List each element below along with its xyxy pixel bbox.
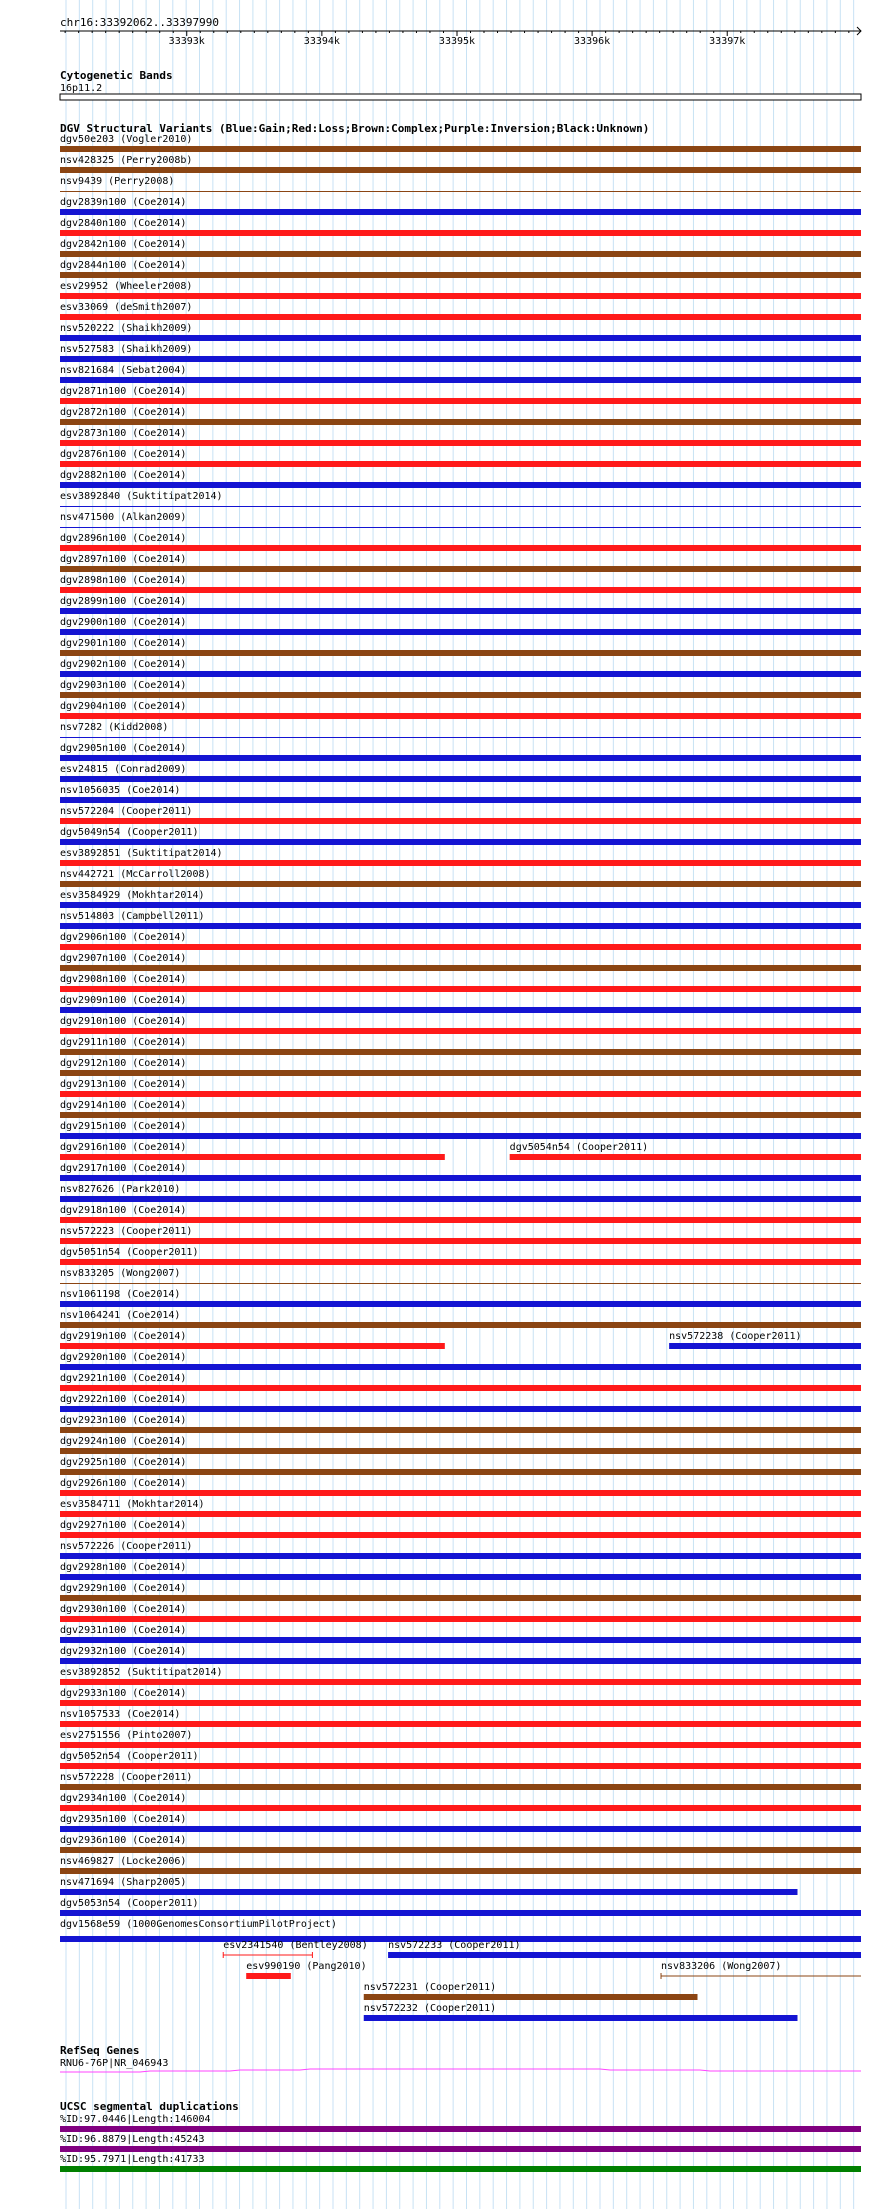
dgv-feature-bar[interactable] [60, 1154, 445, 1160]
dgv-feature-label[interactable]: dgv2905n100 (Coe2014) [60, 743, 187, 754]
dgv-feature-bar[interactable] [60, 461, 861, 467]
dgv-feature-bar[interactable] [60, 1217, 861, 1223]
dgv-feature-bar[interactable] [60, 293, 861, 299]
dgv-feature-bar[interactable] [60, 1826, 861, 1832]
dgv-feature-label[interactable]: dgv2899n100 (Coe2014) [60, 596, 187, 607]
dgv-feature-label[interactable]: nsv471694 (Sharp2005) [60, 1877, 187, 1888]
dgv-feature-bar[interactable] [60, 1574, 861, 1580]
ruler-ticks [65, 31, 849, 47]
dgv-feature-label[interactable]: dgv2931n100 (Coe2014) [60, 1625, 187, 1636]
dgv-feature-label[interactable]: dgv1568e59 (1000GenomesConsortiumPilotProject) [60, 1919, 337, 1930]
dgv-feature-bar[interactable] [60, 776, 861, 782]
dgv-feature-bar[interactable] [60, 1511, 861, 1517]
dgv-feature-label[interactable]: dgv2908n100 (Coe2014) [60, 974, 187, 985]
dgv-feature-label[interactable]: esv3584929 (Mokhtar2014) [60, 890, 205, 901]
segdup-label[interactable]: %ID:95.7971|Length:41733 [60, 2154, 205, 2165]
dgv-feature-label[interactable]: dgv2915n100 (Coe2014) [60, 1121, 187, 1132]
dgv-feature-bar[interactable] [60, 230, 861, 236]
dgv-feature-label[interactable]: esv24815 (Conrad2009) [60, 764, 187, 775]
dgv-feature-bar[interactable] [60, 881, 861, 887]
dgv-feature-bar[interactable] [60, 650, 861, 656]
dgv-feature-label[interactable]: dgv2927n100 (Coe2014) [60, 1520, 187, 1531]
dgv-feature-label[interactable]: dgv2928n100 (Coe2014) [60, 1562, 187, 1573]
dgv-feature-bar[interactable] [60, 1763, 861, 1769]
dgv-feature-label[interactable]: nsv572204 (Cooper2011) [60, 806, 193, 817]
dgv-feature-bar[interactable] [60, 818, 861, 824]
dgv-feature-bar[interactable] [60, 377, 861, 383]
dgv-feature-bar[interactable] [60, 527, 861, 528]
dgv-feature-label[interactable]: dgv2900n100 (Coe2014) [60, 617, 187, 628]
dgv-feature-bar[interactable] [364, 1994, 698, 2000]
dgv-feature-label[interactable]: dgv5049n54 (Cooper2011) [60, 827, 199, 838]
dgv-feature-label[interactable]: dgv2933n100 (Coe2014) [60, 1688, 187, 1699]
segdup-label[interactable]: %ID:96.8879|Length:45243 [60, 2134, 205, 2145]
segdup-bar[interactable] [60, 2146, 861, 2152]
dgv-feature-label[interactable]: dgv5052n54 (Cooper2011) [60, 1751, 199, 1762]
dgv-feature-bar[interactable] [669, 1343, 861, 1349]
dgv-feature-label[interactable]: nsv1056035 (Coe2014) [60, 785, 181, 796]
dgv-feature-label[interactable]: dgv2934n100 (Coe2014) [60, 1793, 187, 1804]
dgv-feature-bar[interactable] [60, 1049, 861, 1055]
dgv-feature-label[interactable]: dgv2911n100 (Coe2014) [60, 1037, 187, 1048]
dgv-feature-label[interactable]: dgv2920n100 (Coe2014) [60, 1352, 187, 1363]
dgv-feature-bar[interactable] [60, 1364, 861, 1370]
refseq-gene-label[interactable]: RNU6-76P|NR_046943 [60, 2058, 169, 2069]
dgv-feature-label[interactable]: dgv2935n100 (Coe2014) [60, 1814, 187, 1825]
dgv-feature-bar[interactable] [60, 965, 861, 971]
dgv-feature-bar[interactable] [60, 272, 861, 278]
dgv-feature-label[interactable]: nsv527583 (Shaikh2009) [60, 344, 193, 355]
dgv-feature-label[interactable]: dgv2925n100 (Coe2014) [60, 1457, 187, 1468]
dgv-feature-label[interactable]: nsv442721 (McCarroll2008) [60, 869, 211, 880]
dgv-feature-label[interactable]: dgv2839n100 (Coe2014) [60, 197, 187, 208]
dgv-feature-label[interactable]: nsv1057533 (Coe2014) [60, 1709, 181, 1720]
dgv-feature-label[interactable]: dgv2882n100 (Coe2014) [60, 470, 187, 481]
dgv-feature-bar[interactable] [60, 1616, 861, 1622]
dgv-feature-bar[interactable] [60, 1196, 861, 1202]
dgv-feature-bar[interactable] [60, 1112, 861, 1118]
dgv-feature-label[interactable]: dgv2936n100 (Coe2014) [60, 1835, 187, 1846]
dgv-feature-label[interactable]: dgv50e203 (Vogler2010) [60, 134, 193, 145]
dgv-feature-label[interactable]: dgv5053n54 (Cooper2011) [60, 1898, 199, 1909]
dgv-feature-label[interactable]: dgv2930n100 (Coe2014) [60, 1604, 187, 1615]
dgv-feature-label[interactable]: dgv2898n100 (Coe2014) [60, 575, 187, 586]
dgv-feature-bar[interactable] [60, 1028, 861, 1034]
cytoband-label: 16p11.2 [60, 83, 103, 94]
dgv-feature-label[interactable]: nsv827626 (Park2010) [60, 1184, 181, 1195]
dgv-feature-label[interactable]: dgv2923n100 (Coe2014) [60, 1415, 187, 1426]
dgv-feature-bar[interactable] [60, 167, 861, 173]
dgv-feature-bar[interactable] [60, 1070, 861, 1076]
dgv-feature-bar[interactable] [364, 2015, 798, 2021]
dgv-feature-label[interactable]: nsv514803 (Campbell2011) [60, 911, 205, 922]
ruler-tick-label: 33395k [438, 36, 476, 47]
dgv-feature-bar[interactable] [60, 1133, 861, 1139]
segdup-track-title: UCSC segmental duplications [60, 2100, 239, 2113]
dgv-feature-bar[interactable] [60, 1007, 861, 1013]
dgv-feature-label[interactable]: nsv9439 (Perry2008) [60, 176, 175, 187]
dgv-feature-label[interactable]: dgv5054n54 (Cooper2011) [509, 1142, 649, 1153]
dgv-feature-bar[interactable] [60, 737, 861, 738]
dgv-feature-label[interactable]: dgv2907n100 (Coe2014) [60, 953, 187, 964]
dgv-feature-label[interactable]: nsv7282 (Kidd2008) [60, 722, 169, 733]
dgv-feature-label[interactable]: nsv469827 (Locke2006) [60, 1856, 187, 1867]
refseq-gene-line[interactable] [60, 2069, 861, 2072]
dgv-feature-label[interactable]: dgv2926n100 (Coe2014) [60, 1478, 187, 1489]
dgv-feature-bar[interactable] [60, 482, 861, 488]
dgv-feature-label[interactable]: nsv471500 (Alkan2009) [60, 512, 187, 523]
dgv-feature-bar[interactable] [60, 797, 861, 803]
dgv-feature-bar[interactable] [60, 1910, 861, 1916]
dgv-feature-bar[interactable] [60, 671, 861, 677]
dgv-feature-label[interactable]: dgv2904n100 (Coe2014) [60, 701, 187, 712]
dgv-features [60, 134, 861, 1930]
dgv-feature-bar[interactable] [60, 1322, 861, 1328]
dgv-feature-label[interactable]: esv29952 (Wheeler2008) [60, 281, 193, 292]
dgv-feature-bar[interactable] [60, 398, 861, 404]
dgv-feature-label[interactable]: dgv2871n100 (Coe2014) [60, 386, 187, 397]
dgv-feature-label[interactable]: dgv2901n100 (Coe2014) [60, 638, 187, 649]
dgv-feature-bar[interactable] [60, 1406, 861, 1412]
dgv-feature-label[interactable]: nsv572228 (Cooper2011) [60, 1772, 193, 1783]
dgv-feature-label[interactable]: dgv2844n100 (Coe2014) [60, 260, 187, 271]
dgv-feature-bar[interactable] [60, 692, 861, 698]
dgv-feature-label[interactable]: nsv428325 (Perry2008b) [60, 155, 193, 166]
dgv-feature-label[interactable]: dgv2873n100 (Coe2014) [60, 428, 187, 439]
dgv-feature-bar[interactable] [60, 419, 861, 425]
dgv-feature-bar[interactable] [60, 1868, 861, 1874]
refseq-track [60, 2044, 861, 2072]
dgv-feature-bar[interactable] [60, 1469, 861, 1475]
segdup-bar[interactable] [60, 2166, 861, 2172]
dgv-feature-bar[interactable] [60, 1847, 861, 1853]
dgv-feature-label[interactable]: dgv2932n100 (Coe2014) [60, 1646, 187, 1657]
dgv-feature-label[interactable]: dgv2912n100 (Coe2014) [60, 1058, 187, 1069]
dgv-feature-bar[interactable] [60, 1784, 861, 1790]
segdup-label[interactable]: %ID:97.0446|Length:146004 [60, 2114, 211, 2125]
dgv-feature-bar[interactable] [60, 713, 861, 719]
dgv-feature-label[interactable]: dgv2896n100 (Coe2014) [60, 533, 187, 544]
dgv-feature-bar[interactable] [60, 1532, 861, 1538]
dgv-feature-label[interactable]: dgv2840n100 (Coe2014) [60, 218, 187, 229]
dgv-feature-bar[interactable] [60, 1448, 861, 1454]
dgv-feature-bar[interactable] [60, 1595, 861, 1601]
dgv-feature-bar[interactable] [60, 545, 861, 551]
dgv-feature-label[interactable]: nsv1064241 (Coe2014) [60, 1310, 181, 1321]
cytoband-track [60, 69, 861, 100]
dgv-feature-bar[interactable] [60, 1175, 861, 1181]
dgv-feature-label[interactable]: dgv2929n100 (Coe2014) [60, 1583, 187, 1594]
dgv-feature-bar[interactable] [60, 860, 861, 866]
dgv-feature-bar[interactable] [60, 923, 861, 929]
dgv-feature-label[interactable]: esv3892851 (Suktitipat2014) [60, 848, 223, 859]
dgv-feature-bar[interactable] [60, 566, 861, 572]
dgv-feature-label[interactable]: dgv2921n100 (Coe2014) [60, 1373, 187, 1384]
dgv-feature-label[interactable]: esv3892852 (Suktitipat2014) [60, 1667, 223, 1678]
dgv-feature-label[interactable]: nsv572226 (Cooper2011) [60, 1541, 193, 1552]
dgv-feature-label[interactable]: dgv5051n54 (Cooper2011) [60, 1247, 199, 1258]
refseq-track-title: RefSeq Genes [60, 2044, 140, 2057]
cytoband-track-title: Cytogenetic Bands [60, 69, 173, 82]
dgv-feature-label[interactable]: nsv572232 (Cooper2011) [363, 2003, 497, 2014]
dgv-feature-bar[interactable] [60, 1721, 861, 1727]
dgv-feature-label[interactable]: esv990190 (Pang2010) [246, 1961, 367, 1972]
ruler-tick-label: 33394k [303, 36, 340, 47]
dgv-feature-bar[interactable] [60, 506, 861, 507]
dgv-feature-label[interactable]: nsv821684 (Sebat2004) [60, 365, 187, 376]
dgv-feature-bar[interactable] [60, 335, 861, 341]
dgv-feature-bar[interactable] [60, 146, 861, 152]
dgv-feature-bar[interactable] [60, 1301, 861, 1307]
dgv-feature-bar[interactable] [510, 1154, 861, 1160]
dgv-feature-label[interactable]: dgv2909n100 (Coe2014) [60, 995, 187, 1006]
dgv-feature-label[interactable]: dgv2903n100 (Coe2014) [60, 680, 187, 691]
dgv-feature-bar[interactable] [60, 1283, 861, 1284]
dgv-feature-bar[interactable] [60, 1658, 861, 1664]
dgv-feature-label[interactable]: dgv2842n100 (Coe2014) [60, 239, 187, 250]
dgv-feature-bar[interactable] [60, 1427, 861, 1433]
ruler-tick-label: 33393k [168, 36, 205, 47]
dgv-feature-bar[interactable] [60, 1490, 861, 1496]
dgv-feature-label[interactable]: nsv572231 (Cooper2011) [363, 1982, 497, 1993]
dgv-feature-label[interactable]: dgv2906n100 (Coe2014) [60, 932, 187, 943]
dgv-feature-label[interactable]: dgv2914n100 (Coe2014) [60, 1100, 187, 1111]
dgv-feature-label[interactable]: nsv1061198 (Coe2014) [60, 1289, 181, 1300]
dgv-feature-bar[interactable] [60, 1805, 861, 1811]
dgv-feature-bar[interactable] [388, 1952, 861, 1958]
dgv-feature-bar[interactable] [60, 1637, 861, 1643]
dgv-feature-bar[interactable] [60, 1385, 861, 1391]
dgv-feature-label[interactable]: nsv572233 (Cooper2011) [388, 1940, 521, 1951]
dgv-feature-label[interactable]: esv2341540 (Bentley2008) [223, 1940, 368, 1951]
dgv-feature-label[interactable]: esv33069 (deSmith2007) [60, 302, 193, 313]
dgv-feature-bar[interactable] [60, 1889, 797, 1895]
dgv-feature-label[interactable]: dgv2913n100 (Coe2014) [60, 1079, 187, 1090]
dgv-feature-bar[interactable] [60, 587, 861, 593]
dgv-feature-bar[interactable] [60, 1238, 861, 1244]
dgv-feature-bar[interactable] [60, 440, 861, 446]
dgv-feature-bar[interactable] [60, 944, 861, 950]
ruler-tick-label: 33397k [709, 36, 746, 47]
dgv-feature-label[interactable]: nsv833206 (Wong2007) [661, 1961, 782, 1972]
dgv-packed-features [60, 1936, 861, 2021]
dgv-feature-label[interactable]: dgv2917n100 (Coe2014) [60, 1163, 187, 1174]
dgv-feature-bar[interactable] [60, 356, 861, 362]
dgv-feature-bar[interactable] [60, 1259, 861, 1265]
dgv-feature-label[interactable]: esv2751556 (Pinto2007) [60, 1730, 193, 1741]
dgv-feature-bar[interactable] [60, 839, 861, 845]
dgv-feature-label[interactable]: esv3892840 (Suktitipat2014) [60, 491, 223, 502]
dgv-feature-bar[interactable] [60, 251, 861, 257]
dgv-feature-label[interactable]: dgv2918n100 (Coe2014) [60, 1205, 187, 1216]
dgv-feature-label[interactable]: nsv572223 (Cooper2011) [60, 1226, 193, 1237]
dgv-feature-bar[interactable] [60, 314, 861, 320]
dgv-feature-label[interactable]: dgv2924n100 (Coe2014) [60, 1436, 187, 1447]
ruler-tick-label: 33396k [574, 36, 611, 47]
dgv-feature-label[interactable]: dgv2876n100 (Coe2014) [60, 449, 187, 460]
ruler-label: chr16:33392062..33397990 [60, 16, 219, 29]
dgv-feature-bar[interactable] [60, 629, 861, 635]
dgv-feature-bar[interactable] [60, 1343, 445, 1349]
dgv-feature-bar[interactable] [60, 209, 861, 215]
dgv-feature-bar[interactable] [60, 902, 861, 908]
ruler-track [60, 16, 861, 47]
dgv-feature-bar[interactable] [246, 1973, 291, 1979]
dgv-feature-label[interactable]: dgv2902n100 (Coe2014) [60, 659, 187, 670]
dgv-feature-bar[interactable] [60, 1679, 861, 1685]
segdup-track [60, 2100, 861, 2172]
segdup-features [60, 2114, 861, 2172]
segdup-bar[interactable] [60, 2126, 861, 2132]
dgv-feature-label[interactable]: dgv2910n100 (Coe2014) [60, 1016, 187, 1027]
cytoband-bar[interactable] [60, 94, 861, 100]
dgv-feature-bar[interactable] [60, 1091, 861, 1097]
dgv-feature-bar[interactable] [60, 1700, 861, 1706]
dgv-feature-label[interactable]: nsv833205 (Wong2007) [60, 1268, 181, 1279]
dgv-feature-label[interactable]: esv3584711 (Mokhtar2014) [60, 1499, 205, 1510]
dgv-feature-bar[interactable] [60, 608, 861, 614]
dgv-feature-label[interactable]: nsv572238 (Cooper2011) [669, 1331, 802, 1342]
dgv-feature-label[interactable]: dgv2919n100 (Coe2014) [60, 1331, 187, 1342]
dgv-feature-label[interactable]: dgv2897n100 (Coe2014) [60, 554, 187, 565]
dgv-track-title: DGV Structural Variants (Blue:Gain;Red:Loss;Brown:Complex;Purple:Inversion;Black:Unknown) [60, 122, 650, 135]
dgv-feature-bar[interactable] [60, 1553, 861, 1559]
dgv-feature-label[interactable]: dgv2922n100 (Coe2014) [60, 1394, 187, 1405]
dgv-feature-label[interactable]: nsv520222 (Shaikh2009) [60, 323, 193, 334]
dgv-feature-bar[interactable] [60, 986, 861, 992]
dgv-feature-label[interactable]: dgv2916n100 (Coe2014) [60, 1142, 187, 1153]
dgv-feature-label[interactable]: dgv2872n100 (Coe2014) [60, 407, 187, 418]
dgv-track [60, 122, 861, 2021]
dgv-feature-bar[interactable] [60, 755, 861, 761]
dgv-feature-bar[interactable] [60, 1742, 861, 1748]
dgv-feature-bar[interactable] [60, 191, 861, 192]
